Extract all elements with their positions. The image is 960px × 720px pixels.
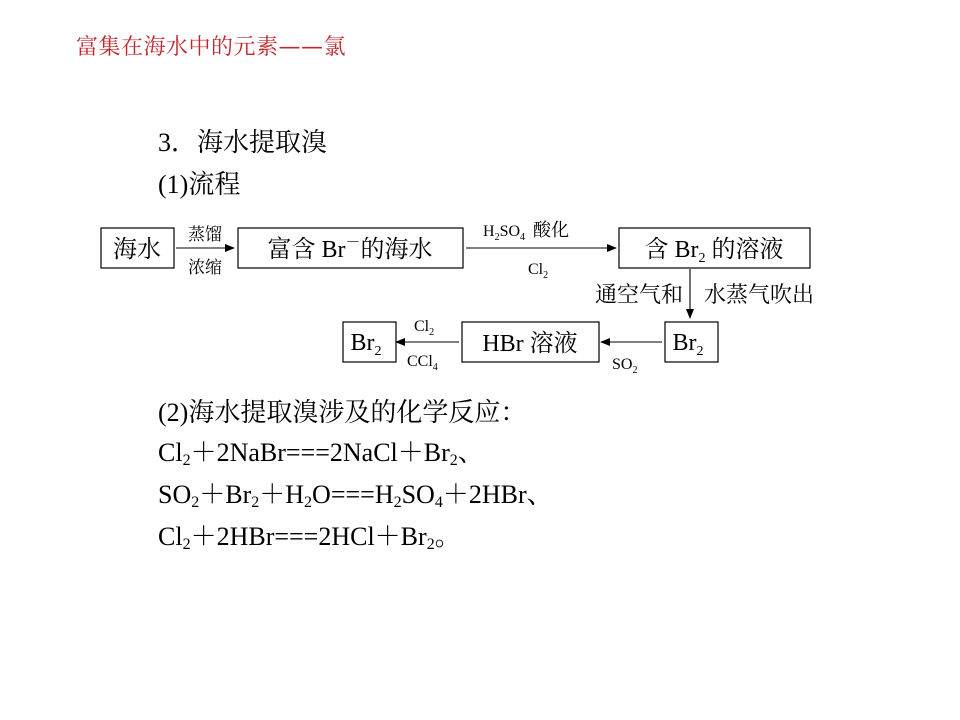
page-header-title: 富集在海水中的元素——氯 — [76, 35, 347, 60]
flow-box-bromine-solution-label: 含 $Br_2$ 的溶液 — [644, 237, 784, 266]
arrow-distill-top-label: 蒸馏 — [188, 225, 222, 244]
arrow-chlorine-extract-bottom-label: CCl$_4$ — [407, 353, 438, 373]
reaction-2: $SO_2+Br_2+H_2O===H_2SO_4+2HBr$、 — [158, 480, 553, 511]
flow-box-bromide-rich-seawater-label: 富含 Br－的海水 — [267, 235, 433, 263]
arrow-acidify-bottom-label: $Cl_2$ — [528, 261, 549, 281]
reaction-3: $Cl_2+2HBr===2HCl+Br_2$。 — [158, 522, 461, 553]
arrow-distill-bottom-label: 浓缩 — [188, 258, 222, 277]
flow-subheading: (1)流程 — [158, 170, 241, 199]
arrow-blow-out-right-label: 水蒸气吹出 — [704, 282, 815, 307]
flow-box-hbr-solution-label: HBr 溶液 — [482, 331, 578, 357]
arrow-blow-out-left-label: 通空气和 — [594, 282, 683, 307]
reaction-1: $Cl_2+2NaBr===2NaCl+Br_2$、 — [158, 438, 484, 469]
flow-box-seawater-label: 海水 — [113, 237, 161, 263]
section-heading: 3．海水提取溴 — [158, 128, 328, 157]
arrow-so2-absorb-bottom-label: $SO_2$ — [612, 356, 638, 376]
reactions-subheading: (2)海水提取溴涉及的化学反应： — [158, 398, 527, 427]
flow-box-bromine-a-label: $Br_2$ — [672, 330, 704, 359]
flow-box-bromine-b-label: $Br_2$ — [350, 330, 382, 359]
arrow-acidify-top-label: $H_2SO_4$ 酸化 — [483, 220, 570, 243]
arrow-chlorine-extract-top-label: $Cl_2$ — [414, 318, 435, 338]
